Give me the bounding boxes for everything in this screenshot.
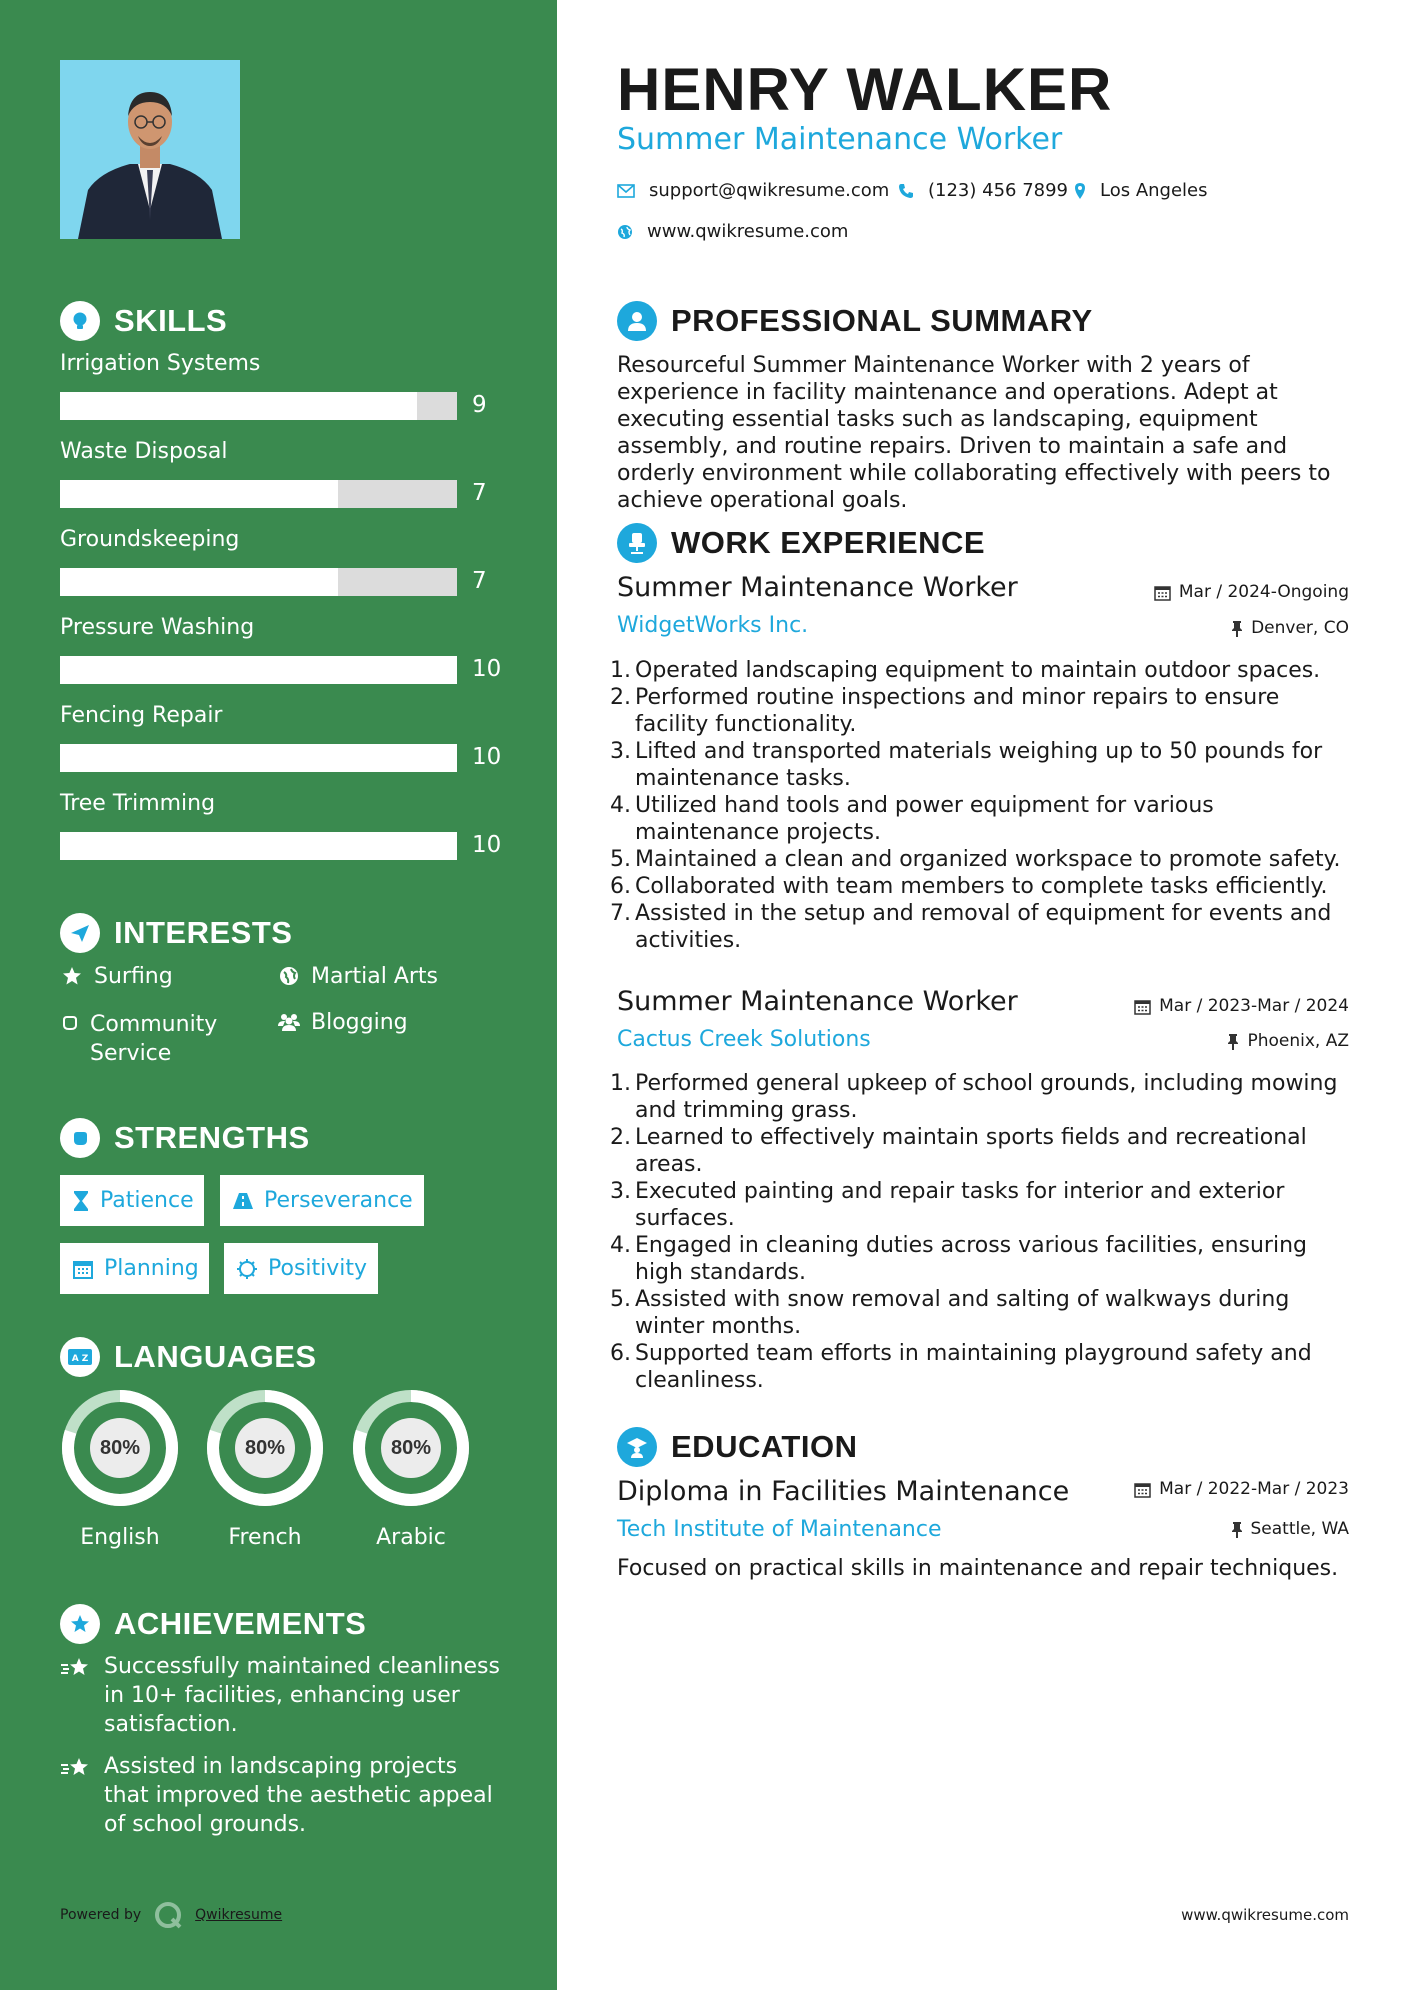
contact-phone <box>898 180 1068 201</box>
phone-icon <box>898 183 914 199</box>
job-title: Summer Maintenance Worker <box>617 572 1018 603</box>
map-pin-icon <box>1074 182 1086 200</box>
duty-item: 2. Performed routine inspections and minor repairs to ensure facility functionality. <box>610 684 1350 738</box>
duty-item: 7. Assisted in the setup and removal of equipment for events and activities. <box>610 900 1350 954</box>
achievement-item <box>60 1752 500 1839</box>
duty-item: 5. Maintained a clean and organized workspace to promote safety. <box>610 847 1341 872</box>
duty-text: Maintained a clean and organized workspace to promote safety. <box>635 847 1341 872</box>
duty-text: Assisted in the setup and removal of equipment for events and activities. <box>635 901 1332 953</box>
language-percent: 80% <box>235 1418 295 1478</box>
summary-heading <box>617 301 1093 341</box>
interest-label: Blogging <box>311 1010 408 1035</box>
skill-label: Groundskeeping <box>60 527 240 552</box>
language-icon <box>60 1337 100 1377</box>
duty-text: Performed general upkeep of school grounds, including mowing and trimming grass. <box>635 1071 1338 1123</box>
experience-title: WORK EXPERIENCE <box>671 525 986 560</box>
achievement-item <box>60 1652 500 1739</box>
interest-label: Community Service <box>90 1012 218 1066</box>
office-chair-icon <box>617 523 657 563</box>
pushpin-icon <box>1227 1033 1239 1050</box>
profile-photo <box>60 60 240 239</box>
road-icon <box>232 1192 254 1210</box>
job-location-text: Phoenix, AZ <box>1247 1031 1349 1051</box>
language-item <box>204 1387 326 1550</box>
interests-heading <box>60 913 292 953</box>
duty-item: 6. Supported team efforts in maintaining playground safety and cleanliness. <box>610 1340 1350 1394</box>
language-name: English <box>80 1525 160 1550</box>
experience-heading <box>617 523 985 563</box>
skill-bar <box>60 392 457 420</box>
job-location <box>1231 618 1349 638</box>
user-icon <box>617 301 657 341</box>
language-item <box>350 1387 472 1550</box>
degree-title: Diploma in Facilities Maintenance <box>617 1476 1070 1507</box>
skill-label: Waste Disposal <box>60 439 228 464</box>
achievement-text: Assisted in landscaping projects that improved the aesthetic appeal of school grounds. <box>104 1754 493 1837</box>
education-dates-text: Mar / 2022-Mar / 2023 <box>1159 1479 1349 1499</box>
achievements-title: ACHIEVEMENTS <box>114 1606 367 1641</box>
paper-plane-icon <box>60 913 100 953</box>
skill-bar <box>60 480 457 508</box>
skills-heading <box>60 301 227 341</box>
summary-title: PROFESSIONAL SUMMARY <box>671 303 1093 338</box>
language-percent: 80% <box>381 1418 441 1478</box>
strength-tag <box>60 1175 204 1226</box>
calendar-icon <box>1134 1481 1151 1498</box>
company-name: Cactus Creek Solutions <box>617 1027 871 1052</box>
job-location-text: Denver, CO <box>1251 618 1349 638</box>
duty-item: 2. Learned to effectively maintain sports fields and recreational areas. <box>610 1124 1350 1178</box>
language-progress-ring <box>350 1387 472 1509</box>
job-dates-text: Mar / 2023-Mar / 2024 <box>1159 996 1349 1016</box>
language-percent: 80% <box>90 1418 150 1478</box>
calendar-icon <box>72 1258 94 1280</box>
interest-item <box>277 964 438 989</box>
skill-bar <box>60 832 457 860</box>
job-duties-list <box>610 1070 1350 1394</box>
strength-label: Patience <box>100 1188 194 1213</box>
website-text[interactable]: www.qwikresume.com <box>647 221 849 242</box>
achievement-star-icon <box>60 1752 92 1839</box>
interest-item <box>60 1010 260 1068</box>
duty-item: 5. Assisted with snow removal and salting of walkways during winter months. <box>610 1286 1350 1340</box>
interest-item <box>277 1010 408 1035</box>
duty-text: Engaged in cleaning duties across various facilities, ensuring high standards. <box>635 1233 1307 1285</box>
duty-item: 4. Engaged in cleaning duties across various facilities, ensuring high standards. <box>610 1232 1350 1286</box>
skill-value: 7 <box>472 480 487 506</box>
language-item <box>59 1387 181 1550</box>
duty-item: 1. Performed general upkeep of school grounds, including mowing and trimming grass. <box>610 1070 1350 1124</box>
strength-label: Planning <box>104 1256 199 1281</box>
hourglass-icon <box>72 1190 90 1212</box>
job-location <box>1227 1031 1349 1051</box>
duty-text: Learned to effectively maintain sports fields and recreational areas. <box>635 1125 1307 1177</box>
skill-bar-fill <box>60 392 417 420</box>
skill-label: Pressure Washing <box>60 615 255 640</box>
strength-tag <box>220 1175 424 1226</box>
candidate-role: Summer Maintenance Worker <box>617 122 1063 157</box>
company-name: WidgetWorks Inc. <box>617 613 809 638</box>
calendar-icon <box>1134 998 1151 1015</box>
interest-item <box>60 964 173 989</box>
skill-value: 7 <box>472 568 487 594</box>
achievements-heading <box>60 1604 366 1644</box>
skill-bar <box>60 744 457 772</box>
skill-value: 10 <box>472 744 502 770</box>
pushpin-icon <box>1231 1521 1243 1538</box>
achievement-text: Successfully maintained cleanliness in 10+ facilities, enhancing user satisfaction. <box>104 1654 500 1737</box>
school-name: Tech Institute of Maintenance <box>617 1517 942 1542</box>
language-progress-ring <box>204 1387 326 1509</box>
pushpin-icon <box>1231 620 1243 637</box>
strengths-title: STRENGTHS <box>114 1120 310 1155</box>
job-dates <box>1134 996 1349 1016</box>
users-icon <box>277 1010 301 1032</box>
contact-email <box>617 180 889 201</box>
star-icon <box>60 964 84 986</box>
duty-text: Performed routine inspections and minor repairs to ensure facility functionality. <box>635 685 1280 737</box>
contact-location <box>1074 180 1208 201</box>
hand-icon <box>60 1010 80 1032</box>
sidebar <box>0 0 557 1990</box>
duty-item: 3. Lifted and transported materials weighing up to 50 pounds for maintenance tasks. <box>610 738 1350 792</box>
languages-title: LANGUAGES <box>114 1339 317 1374</box>
education-title: EDUCATION <box>671 1429 858 1464</box>
skill-bar-fill <box>60 568 338 596</box>
skill-label: Fencing Repair <box>60 703 223 728</box>
svg-text:A Z: A Z <box>71 1354 89 1364</box>
powered-by <box>60 1900 282 1930</box>
strength-tag <box>60 1243 209 1294</box>
duty-text: Collaborated with team members to complete tasks efficiently. <box>635 874 1328 899</box>
strengths-heading <box>60 1118 310 1158</box>
skill-bar-fill <box>60 656 457 684</box>
qwikresume-link[interactable]: Qwikresume <box>195 1907 283 1923</box>
job-dates-text: Mar / 2024-Ongoing <box>1178 582 1349 602</box>
education-description: Focused on practical skills in maintenance and repair techniques. <box>617 1556 1339 1581</box>
globe-icon <box>277 964 301 986</box>
skill-label: Irrigation Systems <box>60 351 261 376</box>
calendar-icon <box>1154 584 1171 601</box>
skill-value: 10 <box>472 832 502 858</box>
location-text: Los Angeles <box>1100 180 1208 201</box>
fist-icon <box>60 1118 100 1158</box>
email-text[interactable]: support@qwikresume.com <box>649 180 890 201</box>
duty-text: Utilized hand tools and power equipment for various maintenance projects. <box>635 793 1214 845</box>
strength-label: Perseverance <box>264 1188 413 1213</box>
interest-label: Martial Arts <box>311 964 439 989</box>
lightbulb-icon <box>60 301 100 341</box>
envelope-icon <box>617 184 635 198</box>
duty-item: 4. Utilized hand tools and power equipment for various maintenance projects. <box>610 792 1350 846</box>
interest-label: Surfing <box>94 964 173 989</box>
skills-title: SKILLS <box>114 303 228 338</box>
education-location-text: Seattle, WA <box>1250 1519 1349 1539</box>
skill-bar <box>60 568 457 596</box>
skill-bar <box>60 656 457 684</box>
languages-heading <box>60 1337 317 1377</box>
language-name: Arabic <box>376 1525 446 1550</box>
graduate-icon <box>617 1427 657 1467</box>
globe-icon <box>617 224 633 240</box>
skill-value: 9 <box>472 392 487 418</box>
powered-by-label: Powered by <box>60 1907 142 1923</box>
duty-text: Lifted and transported materials weighing up to 50 pounds for maintenance tasks. <box>635 739 1323 791</box>
job-dates <box>1154 582 1349 602</box>
duty-item: 6. Collaborated with team members to complete tasks efficiently. <box>610 874 1328 899</box>
duty-item: 1. Operated landscaping equipment to maintain outdoor spaces. <box>610 658 1321 683</box>
duty-text: Assisted with snow removal and salting of walkways during winter months. <box>635 1287 1290 1339</box>
trophy-star-icon <box>60 1604 100 1644</box>
achievement-star-icon <box>60 1652 92 1739</box>
strength-tag <box>224 1243 378 1294</box>
skill-bar-fill <box>60 832 457 860</box>
footer-url[interactable]: www.qwikresume.com <box>1181 1906 1349 1924</box>
skill-label: Tree Trimming <box>60 791 216 816</box>
phone-text[interactable]: (123) 456 7899 <box>928 180 1069 201</box>
duty-item: 3. Executed painting and repair tasks for interior and exterior surfaces. <box>610 1178 1350 1232</box>
education-location <box>1231 1519 1350 1539</box>
language-name: French <box>228 1525 302 1550</box>
duty-text: Operated landscaping equipment to maintain outdoor spaces. <box>635 658 1321 683</box>
education-heading <box>617 1427 857 1467</box>
education-dates <box>1134 1479 1349 1499</box>
skill-bar-fill <box>60 744 457 772</box>
job-duties-list <box>610 657 1350 954</box>
duty-text: Executed painting and repair tasks for interior and exterior surfaces. <box>635 1179 1285 1231</box>
skill-value: 10 <box>472 656 502 682</box>
summary-text: Resourceful Summer Maintenance Worker with 2 years of experience in facility maintenance and operations. Adept at executing essential tasks such as landscaping, equipment assembly, and routine repairs. Driven to maintain a safe and orderly environment while collaborating effectively with peers to achieve operational goals. <box>617 353 1331 513</box>
language-progress-ring <box>59 1387 181 1509</box>
duty-text: Supported team efforts in maintaining playground safety and cleanliness. <box>635 1341 1312 1393</box>
contact-website <box>617 221 848 242</box>
skill-bar-fill <box>60 480 338 508</box>
interests-title: INTERESTS <box>114 915 293 950</box>
qwikresume-logo-icon <box>153 1900 183 1930</box>
job-title: Summer Maintenance Worker <box>617 986 1018 1017</box>
strength-label: Positivity <box>268 1256 368 1281</box>
sun-icon <box>236 1258 258 1280</box>
candidate-name: HENRY WALKER <box>617 56 1113 123</box>
